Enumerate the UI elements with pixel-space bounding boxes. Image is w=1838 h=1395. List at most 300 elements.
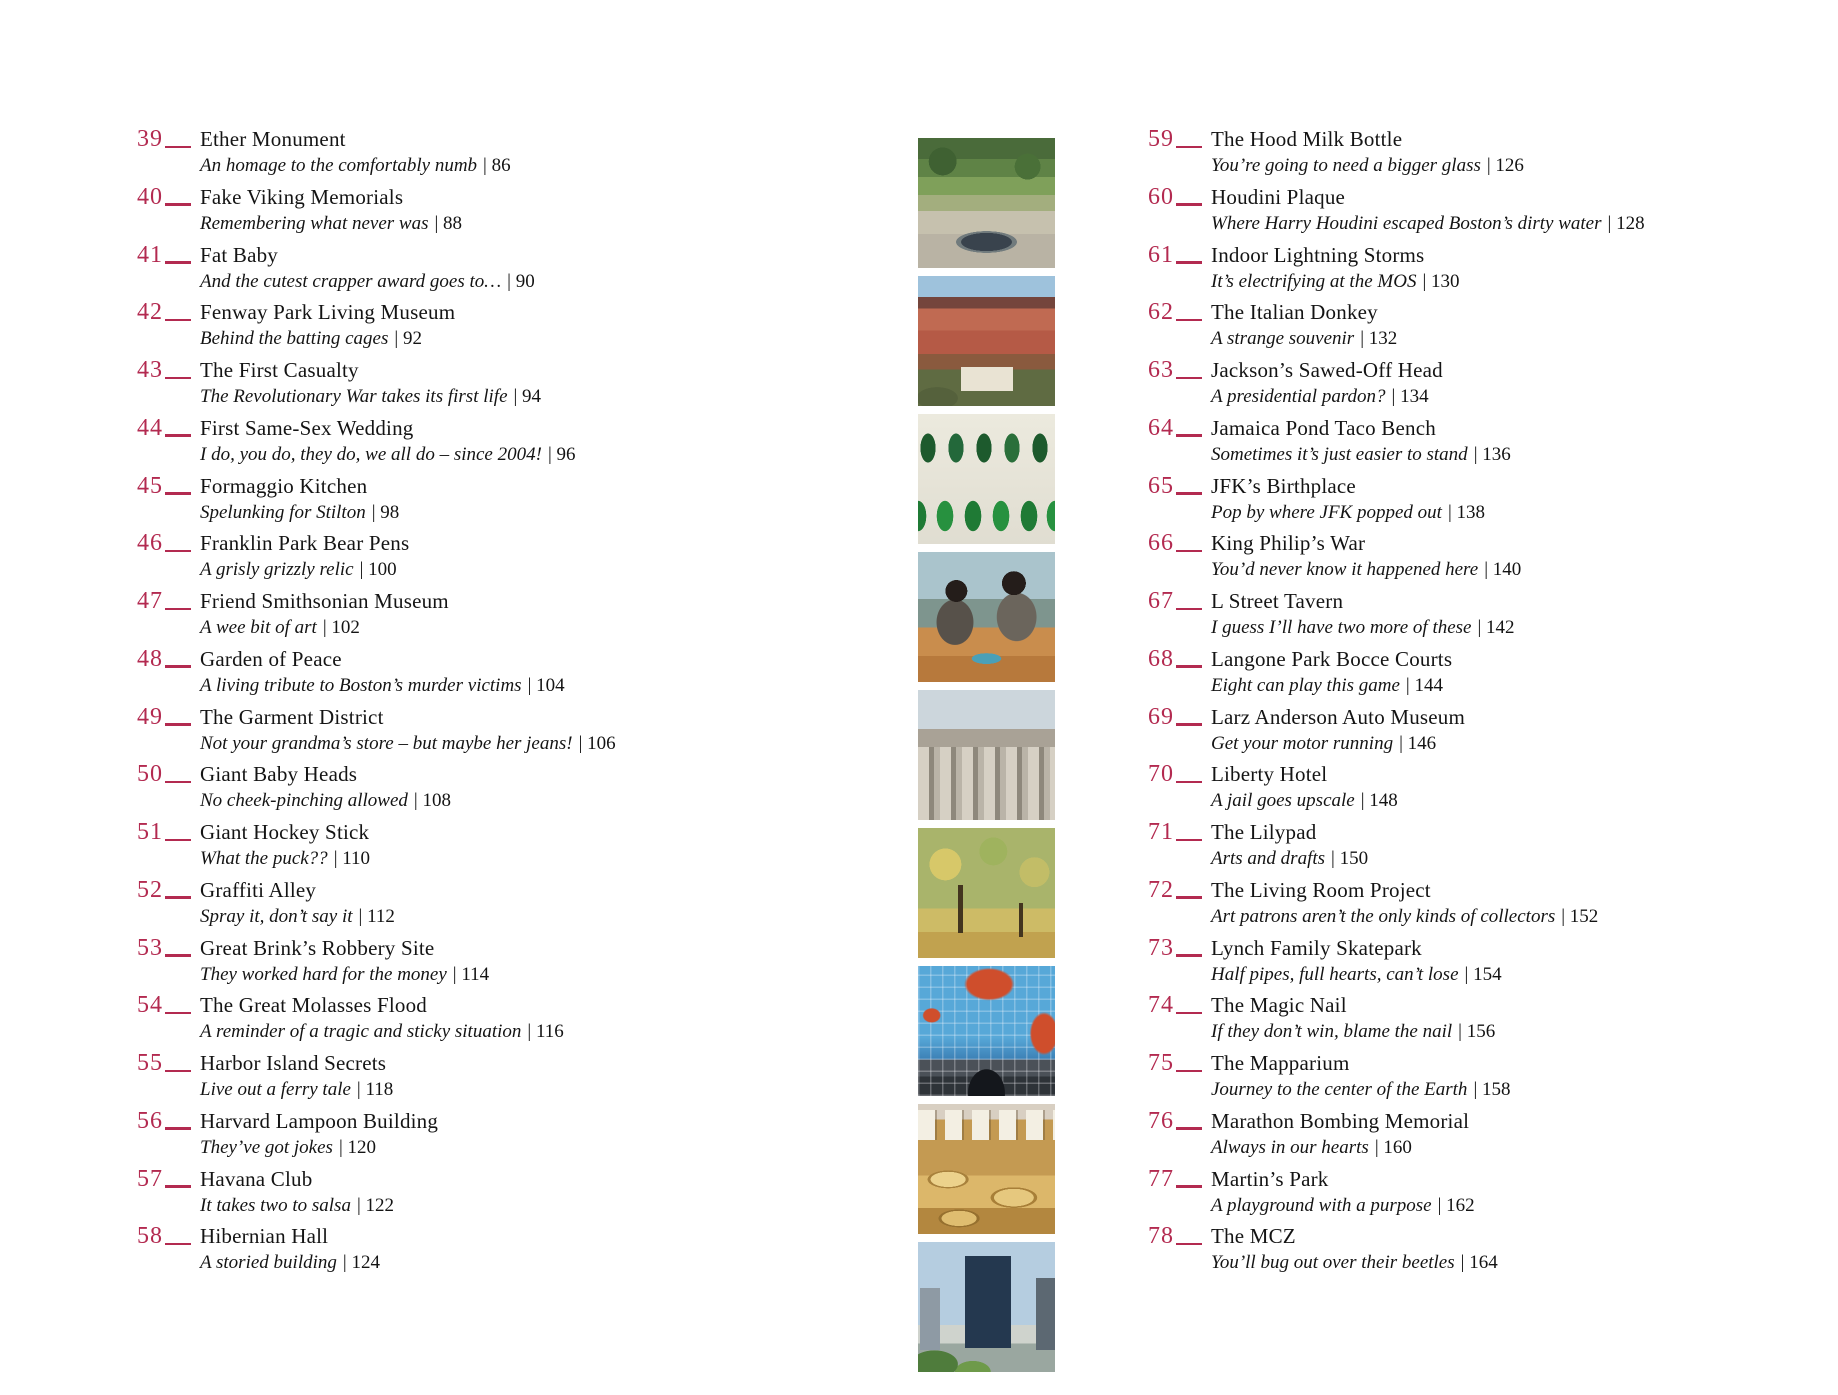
entry-number: 53	[137, 934, 163, 961]
entry-title[interactable]: Fake Viking Memorials	[200, 184, 404, 209]
entry-subtitle-text: You’ll bug out over their beetles	[1211, 1252, 1455, 1274]
entry-number-block	[137, 1108, 200, 1134]
entry-page-number: | 122	[356, 1194, 395, 1216]
entry-subtitle-text: A playground with a purpose	[1211, 1194, 1432, 1216]
entry-number: 49	[137, 703, 163, 730]
toc-entry[interactable]	[137, 530, 807, 588]
toc-entry[interactable]	[137, 299, 807, 357]
entry-title[interactable]: Jamaica Pond Taco Bench	[1211, 415, 1436, 440]
entry-subtitle	[200, 1192, 807, 1220]
entry-number-block	[137, 1223, 200, 1249]
entry-number-rule	[165, 781, 191, 784]
entry-subtitle-text: A wee bit of art	[200, 617, 317, 638]
photo-mapparium-globe	[918, 966, 1055, 1096]
entry-title[interactable]: Larz Anderson Auto Museum	[1211, 704, 1466, 729]
entry-number-rule	[1176, 608, 1202, 611]
entry-head	[137, 242, 807, 268]
toc-entry[interactable]	[137, 357, 807, 415]
entry-page-number: | 160	[1374, 1136, 1412, 1158]
entry-number-block	[1148, 184, 1211, 210]
toc-entry[interactable]	[137, 1223, 807, 1281]
photo-graffiti-alley	[918, 0, 1055, 130]
toc-entry[interactable]	[1148, 819, 1758, 877]
entry-page-number: | 98	[371, 501, 400, 523]
entry-number: 75	[1148, 1050, 1174, 1076]
entry-number-rule	[165, 377, 191, 380]
entry-number-block	[137, 992, 200, 1018]
toc-entry[interactable]	[1148, 935, 1758, 993]
entry-title[interactable]: Giant Baby Heads	[200, 762, 358, 787]
entry-subtitle-text: Journey to the center of the Earth	[1211, 1079, 1468, 1100]
entry-page-number: | 102	[322, 617, 360, 638]
entry-title[interactable]: Liberty Hotel	[1211, 762, 1328, 787]
entry-subtitle	[200, 1134, 807, 1162]
entry-number: 56	[137, 1107, 163, 1134]
entry-number-rule	[1176, 1070, 1202, 1073]
entry-number-rule	[1176, 146, 1202, 149]
toc-entry[interactable]	[1148, 877, 1758, 935]
entry-subtitle-text: What the puck??	[200, 848, 328, 869]
entry-number: 72	[1148, 876, 1174, 903]
entry-head	[137, 819, 807, 845]
entry-number: 66	[1148, 530, 1174, 557]
entry-number-block	[137, 1166, 200, 1192]
toc-entry[interactable]	[137, 1108, 807, 1166]
entry-number: 78	[1148, 1223, 1174, 1250]
entry-page-number: | 116	[527, 1021, 564, 1043]
entry-head	[137, 761, 807, 787]
entry-page-number: | 124	[342, 1252, 380, 1274]
entry-number: 70	[1148, 761, 1174, 788]
entry-head	[1148, 935, 1758, 961]
entry-title[interactable]: Fenway Park Living Museum	[200, 300, 456, 325]
entry-page-number: | 114	[452, 963, 490, 985]
entry-title[interactable]: Indoor Lightning Storms	[1211, 242, 1425, 267]
photo-cheese-shop	[918, 1104, 1055, 1234]
entry-title[interactable]: Havana Club	[200, 1166, 313, 1191]
entry-number-rule	[1176, 665, 1202, 668]
entry-number-rule	[1176, 203, 1202, 206]
entry-page-number: | 140	[1484, 559, 1522, 581]
entry-subtitle-text: They worked hard for the money	[200, 963, 447, 985]
entry-title[interactable]: The First Casualty	[200, 358, 359, 382]
entry-number-rule	[165, 1127, 191, 1130]
entry-subtitle	[1211, 268, 1758, 296]
entry-number-block	[1148, 415, 1211, 441]
entry-subtitle	[200, 383, 807, 411]
entry-title[interactable]: Hibernian Hall	[200, 1224, 329, 1249]
entry-page-number: | 128	[1607, 212, 1645, 234]
entry-number: 74	[1148, 992, 1174, 1019]
entry-head	[1148, 242, 1758, 268]
entry-number-rule	[165, 723, 191, 726]
entry-title[interactable]: The Lilypad	[1211, 820, 1317, 844]
entry-head	[1148, 530, 1758, 556]
entry-subtitle-text: Art patrons aren’t the only kinds of collectors	[1211, 905, 1556, 927]
entry-number-block	[137, 357, 200, 383]
entry-page-number: | 88	[434, 212, 463, 234]
entry-page-number: | 120	[338, 1136, 377, 1158]
entry-subtitle	[200, 787, 807, 815]
toc-entry[interactable]	[137, 415, 807, 473]
entry-subtitle-text: The Revolutionary War takes its first life	[200, 386, 508, 407]
entry-title[interactable]: Friend Smithsonian Museum	[200, 589, 449, 613]
entry-number: 43	[137, 357, 163, 383]
entry-head	[137, 126, 807, 152]
entry-title[interactable]: Formaggio Kitchen	[200, 473, 368, 498]
entry-number-block	[1148, 935, 1211, 961]
entry-number: 62	[1148, 299, 1174, 326]
entry-number-block	[137, 530, 200, 556]
entry-number: 73	[1148, 934, 1174, 961]
toc-entry[interactable]	[1148, 473, 1758, 531]
entry-number-rule	[165, 839, 191, 842]
entry-title[interactable]: Harvard Lampoon Building	[200, 1108, 439, 1133]
entry-subtitle-text: Behind the batting cages	[200, 328, 389, 350]
toc-entry[interactable]	[1148, 704, 1758, 762]
entry-subtitle	[1211, 210, 1758, 238]
entry-number-block	[1148, 992, 1211, 1018]
entry-page-number: | 106	[578, 732, 616, 754]
entry-page-number: | 108	[413, 790, 451, 812]
entry-subtitle-text: A presidential pardon?	[1211, 386, 1386, 407]
toc-entry[interactable]	[1148, 126, 1758, 184]
entry-title[interactable]: JFK’s Birthplace	[1211, 473, 1356, 498]
entry-subtitle-text: A living tribute to Boston’s murder victims	[200, 674, 522, 696]
entry-page-number: | 158	[1473, 1079, 1511, 1100]
entry-page-number: | 148	[1360, 790, 1398, 812]
entry-number: 61	[1148, 241, 1174, 268]
entry-title[interactable]: The MCZ	[1211, 1224, 1296, 1249]
entry-page-number: | 90	[507, 270, 535, 292]
entry-number-rule	[1176, 1185, 1202, 1188]
entry-number-rule	[1176, 492, 1202, 495]
entry-page-number: | 112	[358, 905, 395, 927]
entry-title[interactable]: The Italian Donkey	[1211, 300, 1378, 325]
entry-number-block	[137, 299, 200, 325]
entry-page-number: | 134	[1391, 386, 1429, 407]
entry-subtitle	[1211, 325, 1758, 353]
entry-page-number: | 130	[1422, 270, 1460, 292]
entry-title[interactable]: L Street Tavern	[1211, 589, 1344, 613]
entry-page-number: | 156	[1458, 1021, 1496, 1043]
entry-head	[1148, 819, 1758, 845]
entry-number: 76	[1148, 1107, 1174, 1134]
entry-subtitle	[200, 730, 807, 758]
entry-number: 65	[1148, 472, 1174, 499]
entry-subtitle-text: It’s electrifying at the MOS	[1211, 270, 1417, 292]
entry-title[interactable]: King Philip’s War	[1211, 531, 1366, 556]
entry-number-rule	[1176, 723, 1202, 726]
toc-entry[interactable]	[1148, 1166, 1758, 1224]
entry-number-block	[1148, 473, 1211, 499]
entry-number-block	[137, 126, 200, 152]
entry-number-block	[1148, 126, 1211, 152]
entry-number-block	[137, 819, 200, 845]
photo-pink-victorian-house	[918, 276, 1055, 406]
entry-head	[1148, 357, 1758, 383]
toc-entry[interactable]	[137, 646, 807, 704]
entry-head	[137, 299, 807, 325]
toc-entry[interactable]	[137, 184, 807, 242]
entry-number-rule	[165, 1185, 191, 1188]
entry-page-number: | 100	[359, 559, 397, 581]
toc-entry[interactable]	[1148, 761, 1758, 819]
entry-page-number: | 162	[1437, 1194, 1475, 1216]
toc-entry[interactable]	[137, 1050, 807, 1108]
entry-title[interactable]: The Garment District	[200, 704, 384, 729]
entry-subtitle	[1211, 614, 1758, 642]
entry-title[interactable]: Fat Baby	[200, 242, 279, 267]
entry-page-number: | 142	[1477, 617, 1515, 638]
entry-number-block	[1148, 299, 1211, 325]
entry-number-rule	[1176, 1127, 1202, 1130]
entry-number: 40	[137, 183, 163, 210]
entry-subtitle	[1211, 1076, 1758, 1104]
toc-entry[interactable]	[137, 935, 807, 993]
entry-subtitle	[200, 268, 807, 296]
entry-number: 71	[1148, 819, 1174, 845]
entry-title[interactable]: The Living Room Project	[1211, 877, 1431, 902]
entry-head	[1148, 1223, 1758, 1249]
entry-head	[137, 1108, 807, 1134]
entry-head	[1148, 126, 1758, 152]
toc-entry[interactable]	[1148, 242, 1758, 300]
entry-head	[1148, 299, 1758, 325]
toc-entry[interactable]	[1148, 415, 1758, 473]
toc-entry[interactable]	[137, 761, 807, 819]
entry-number: 44	[137, 414, 163, 441]
entry-subtitle-text: A strange souvenir	[1211, 328, 1355, 350]
entry-title[interactable]: Martin’s Park	[1211, 1166, 1329, 1191]
entry-number: 64	[1148, 414, 1174, 441]
entry-head	[137, 992, 807, 1018]
toc-entry[interactable]	[1148, 357, 1758, 415]
entry-subtitle-text: Not your grandma’s store – but maybe her jeans!	[200, 732, 573, 754]
entry-number-rule	[165, 954, 191, 957]
entry-number-block	[137, 588, 200, 614]
entry-title[interactable]: Houdini Plaque	[1211, 184, 1346, 209]
entry-number-rule	[1176, 839, 1202, 842]
toc-entry[interactable]	[1148, 299, 1758, 357]
entry-number: 39	[137, 126, 163, 152]
entry-head	[1148, 877, 1758, 903]
entry-number-block	[1148, 588, 1211, 614]
entry-number-rule	[1176, 550, 1202, 553]
entry-title[interactable]: Giant Hockey Stick	[200, 820, 370, 844]
entry-page-number: | 94	[513, 386, 542, 407]
entry-subtitle	[1211, 787, 1758, 815]
photo-columned-facade	[918, 690, 1055, 820]
entry-subtitle	[1211, 556, 1758, 584]
photo-city-skyline	[918, 1242, 1055, 1372]
entry-title[interactable]: Franklin Park Bear Pens	[200, 531, 410, 556]
entry-subtitle-text: Arts and drafts	[1211, 848, 1326, 869]
photo-board-game-players	[918, 552, 1055, 682]
entry-number-rule	[1176, 319, 1202, 322]
entry-number-block	[1148, 877, 1211, 903]
entry-number: 50	[137, 761, 163, 788]
entry-number-rule	[165, 1070, 191, 1073]
entry-number-block	[137, 877, 200, 903]
entry-subtitle	[200, 152, 807, 180]
entry-page-number: | 110	[333, 848, 371, 869]
entry-subtitle-text: Where Harry Houdini escaped Boston’s dirty water	[1211, 212, 1602, 234]
entry-page-number: | 146	[1399, 732, 1437, 754]
entry-head	[1148, 704, 1758, 730]
entry-page-number: | 138	[1447, 501, 1486, 523]
entry-head	[1148, 992, 1758, 1018]
entry-page-number: | 152	[1561, 905, 1599, 927]
toc-entry[interactable]	[1148, 588, 1758, 646]
entry-head	[1148, 415, 1758, 441]
entry-title[interactable]: The Great Molasses Flood	[200, 993, 428, 1018]
toc-entry[interactable]	[1148, 1050, 1758, 1108]
entry-page-number: | 144	[1405, 674, 1443, 696]
entry-subtitle	[200, 903, 807, 931]
entry-number: 57	[137, 1165, 163, 1192]
entry-title[interactable]: The Magic Nail	[1211, 993, 1347, 1018]
entry-subtitle	[200, 845, 807, 873]
entry-subtitle	[1211, 672, 1758, 700]
toc-entry[interactable]	[137, 704, 807, 762]
entry-head	[137, 473, 807, 499]
toc-entry[interactable]	[1148, 646, 1758, 704]
toc-entry[interactable]	[1148, 184, 1758, 242]
entry-head	[137, 184, 807, 210]
entry-subtitle	[200, 961, 807, 989]
entry-title[interactable]: Lynch Family Skatepark	[1211, 935, 1422, 960]
entry-title[interactable]: First Same-Sex Wedding	[200, 415, 414, 440]
entry-subtitle	[1211, 152, 1758, 180]
entry-number-rule	[1176, 896, 1202, 899]
entry-page-number: | 118	[356, 1079, 394, 1100]
entry-subtitle-text: A storied building	[200, 1252, 337, 1274]
entry-page-number: | 104	[527, 674, 565, 696]
toc-entry[interactable]	[1148, 992, 1758, 1050]
entry-number-block	[1148, 530, 1211, 556]
entry-title[interactable]: Garden of Peace	[200, 646, 342, 671]
entry-number-rule	[165, 1012, 191, 1015]
entry-head	[137, 1050, 807, 1076]
entry-title[interactable]: Langone Park Bocce Courts	[1211, 646, 1453, 671]
entry-page-number: | 154	[1464, 963, 1502, 985]
entry-subtitle-text: Spelunking for Stilton	[200, 501, 366, 523]
entry-subtitle-text: I do, you do, they do, we all do – since 2004!	[200, 443, 542, 465]
entry-title[interactable]: Jackson’s Sawed-Off Head	[1211, 358, 1443, 382]
entry-subtitle-text: Pop by where JFK popped out	[1211, 501, 1442, 523]
entry-subtitle	[200, 1018, 807, 1046]
entry-subtitle	[200, 210, 807, 238]
entry-head	[137, 935, 807, 961]
toc-entry[interactable]	[1148, 1223, 1758, 1281]
entry-head	[137, 1166, 807, 1192]
entry-number-block	[1148, 819, 1211, 845]
entry-number: 48	[137, 645, 163, 672]
entry-subtitle-text: Get your motor running	[1211, 732, 1394, 754]
entry-number-rule	[165, 434, 191, 437]
entry-title[interactable]: Harbor Island Secrets	[200, 1051, 387, 1075]
entry-head	[137, 1223, 807, 1249]
entry-number-rule	[165, 203, 191, 206]
entry-subtitle-text: Live out a ferry tale	[200, 1079, 351, 1100]
entry-subtitle-text: A jail goes upscale	[1211, 790, 1355, 812]
entry-subtitle-text: If they don’t win, blame the nail	[1211, 1021, 1453, 1043]
toc-right-page	[1148, 126, 1758, 1281]
entry-subtitle	[200, 1249, 807, 1277]
toc-entry[interactable]	[137, 992, 807, 1050]
entry-title[interactable]: The Hood Milk Bottle	[1211, 127, 1403, 151]
entry-number: 69	[1148, 703, 1174, 730]
entry-number: 60	[1148, 183, 1174, 210]
entry-head	[1148, 646, 1758, 672]
entry-number-rule	[165, 261, 191, 264]
entry-subtitle-text: And the cutest crapper award goes to…	[200, 270, 502, 292]
toc-entry[interactable]	[1148, 1108, 1758, 1166]
entry-number-rule	[165, 896, 191, 899]
toc-entry[interactable]	[137, 1166, 807, 1224]
entry-subtitle	[200, 614, 807, 642]
entry-number: 63	[1148, 357, 1174, 383]
toc-entry[interactable]	[137, 877, 807, 935]
entry-number-block	[1148, 1223, 1211, 1249]
entry-subtitle	[1211, 845, 1758, 873]
entry-number-block	[1148, 646, 1211, 672]
entry-number-block	[1148, 704, 1211, 730]
entry-number-block	[1148, 1108, 1211, 1134]
entry-number: 45	[137, 472, 163, 499]
toc-entry[interactable]	[137, 588, 807, 646]
entry-number-block	[137, 646, 200, 672]
entry-title[interactable]: Great Brink’s Robbery Site	[200, 935, 435, 960]
entry-title[interactable]: Graffiti Alley	[200, 877, 317, 902]
entry-number-rule	[165, 146, 191, 149]
entry-number-rule	[1176, 1012, 1202, 1015]
entry-number-rule	[165, 550, 191, 553]
entry-subtitle-text: I guess I’ll have two more of these	[1211, 617, 1472, 638]
entry-subtitle	[200, 325, 807, 353]
entry-subtitle	[1211, 1249, 1758, 1277]
entry-subtitle-text: A grisly grizzly relic	[200, 559, 354, 581]
entry-number: 52	[137, 876, 163, 903]
entry-subtitle	[1211, 383, 1758, 411]
entry-number-block	[1148, 242, 1211, 268]
entry-number: 55	[137, 1050, 163, 1076]
entry-subtitle-text: You’re going to need a bigger glass	[1211, 155, 1481, 176]
entry-head	[1148, 761, 1758, 787]
entry-number-rule	[1176, 261, 1202, 264]
entry-title[interactable]: The Mapparium	[1211, 1051, 1350, 1075]
entry-number: 67	[1148, 588, 1174, 614]
entry-head	[137, 588, 807, 614]
entry-number-rule	[1176, 781, 1202, 784]
entry-title[interactable]: Ether Monument	[200, 127, 346, 151]
entry-number-rule	[1176, 954, 1202, 957]
entry-subtitle	[200, 499, 807, 527]
entry-number-block	[137, 184, 200, 210]
toc-entry[interactable]	[1148, 530, 1758, 588]
entry-number: 68	[1148, 645, 1174, 672]
toc-entry[interactable]	[137, 819, 807, 877]
entry-subtitle-text: Remembering what never was	[200, 212, 429, 234]
toc-entry[interactable]	[137, 473, 807, 531]
entry-number-rule	[165, 665, 191, 668]
photo-park-memorial-pond	[918, 138, 1055, 268]
entry-subtitle-text: It takes two to salsa	[200, 1194, 351, 1216]
toc-entry[interactable]	[137, 126, 807, 184]
entry-title[interactable]: Marathon Bombing Memorial	[1211, 1108, 1470, 1133]
toc-entry[interactable]	[137, 242, 807, 300]
